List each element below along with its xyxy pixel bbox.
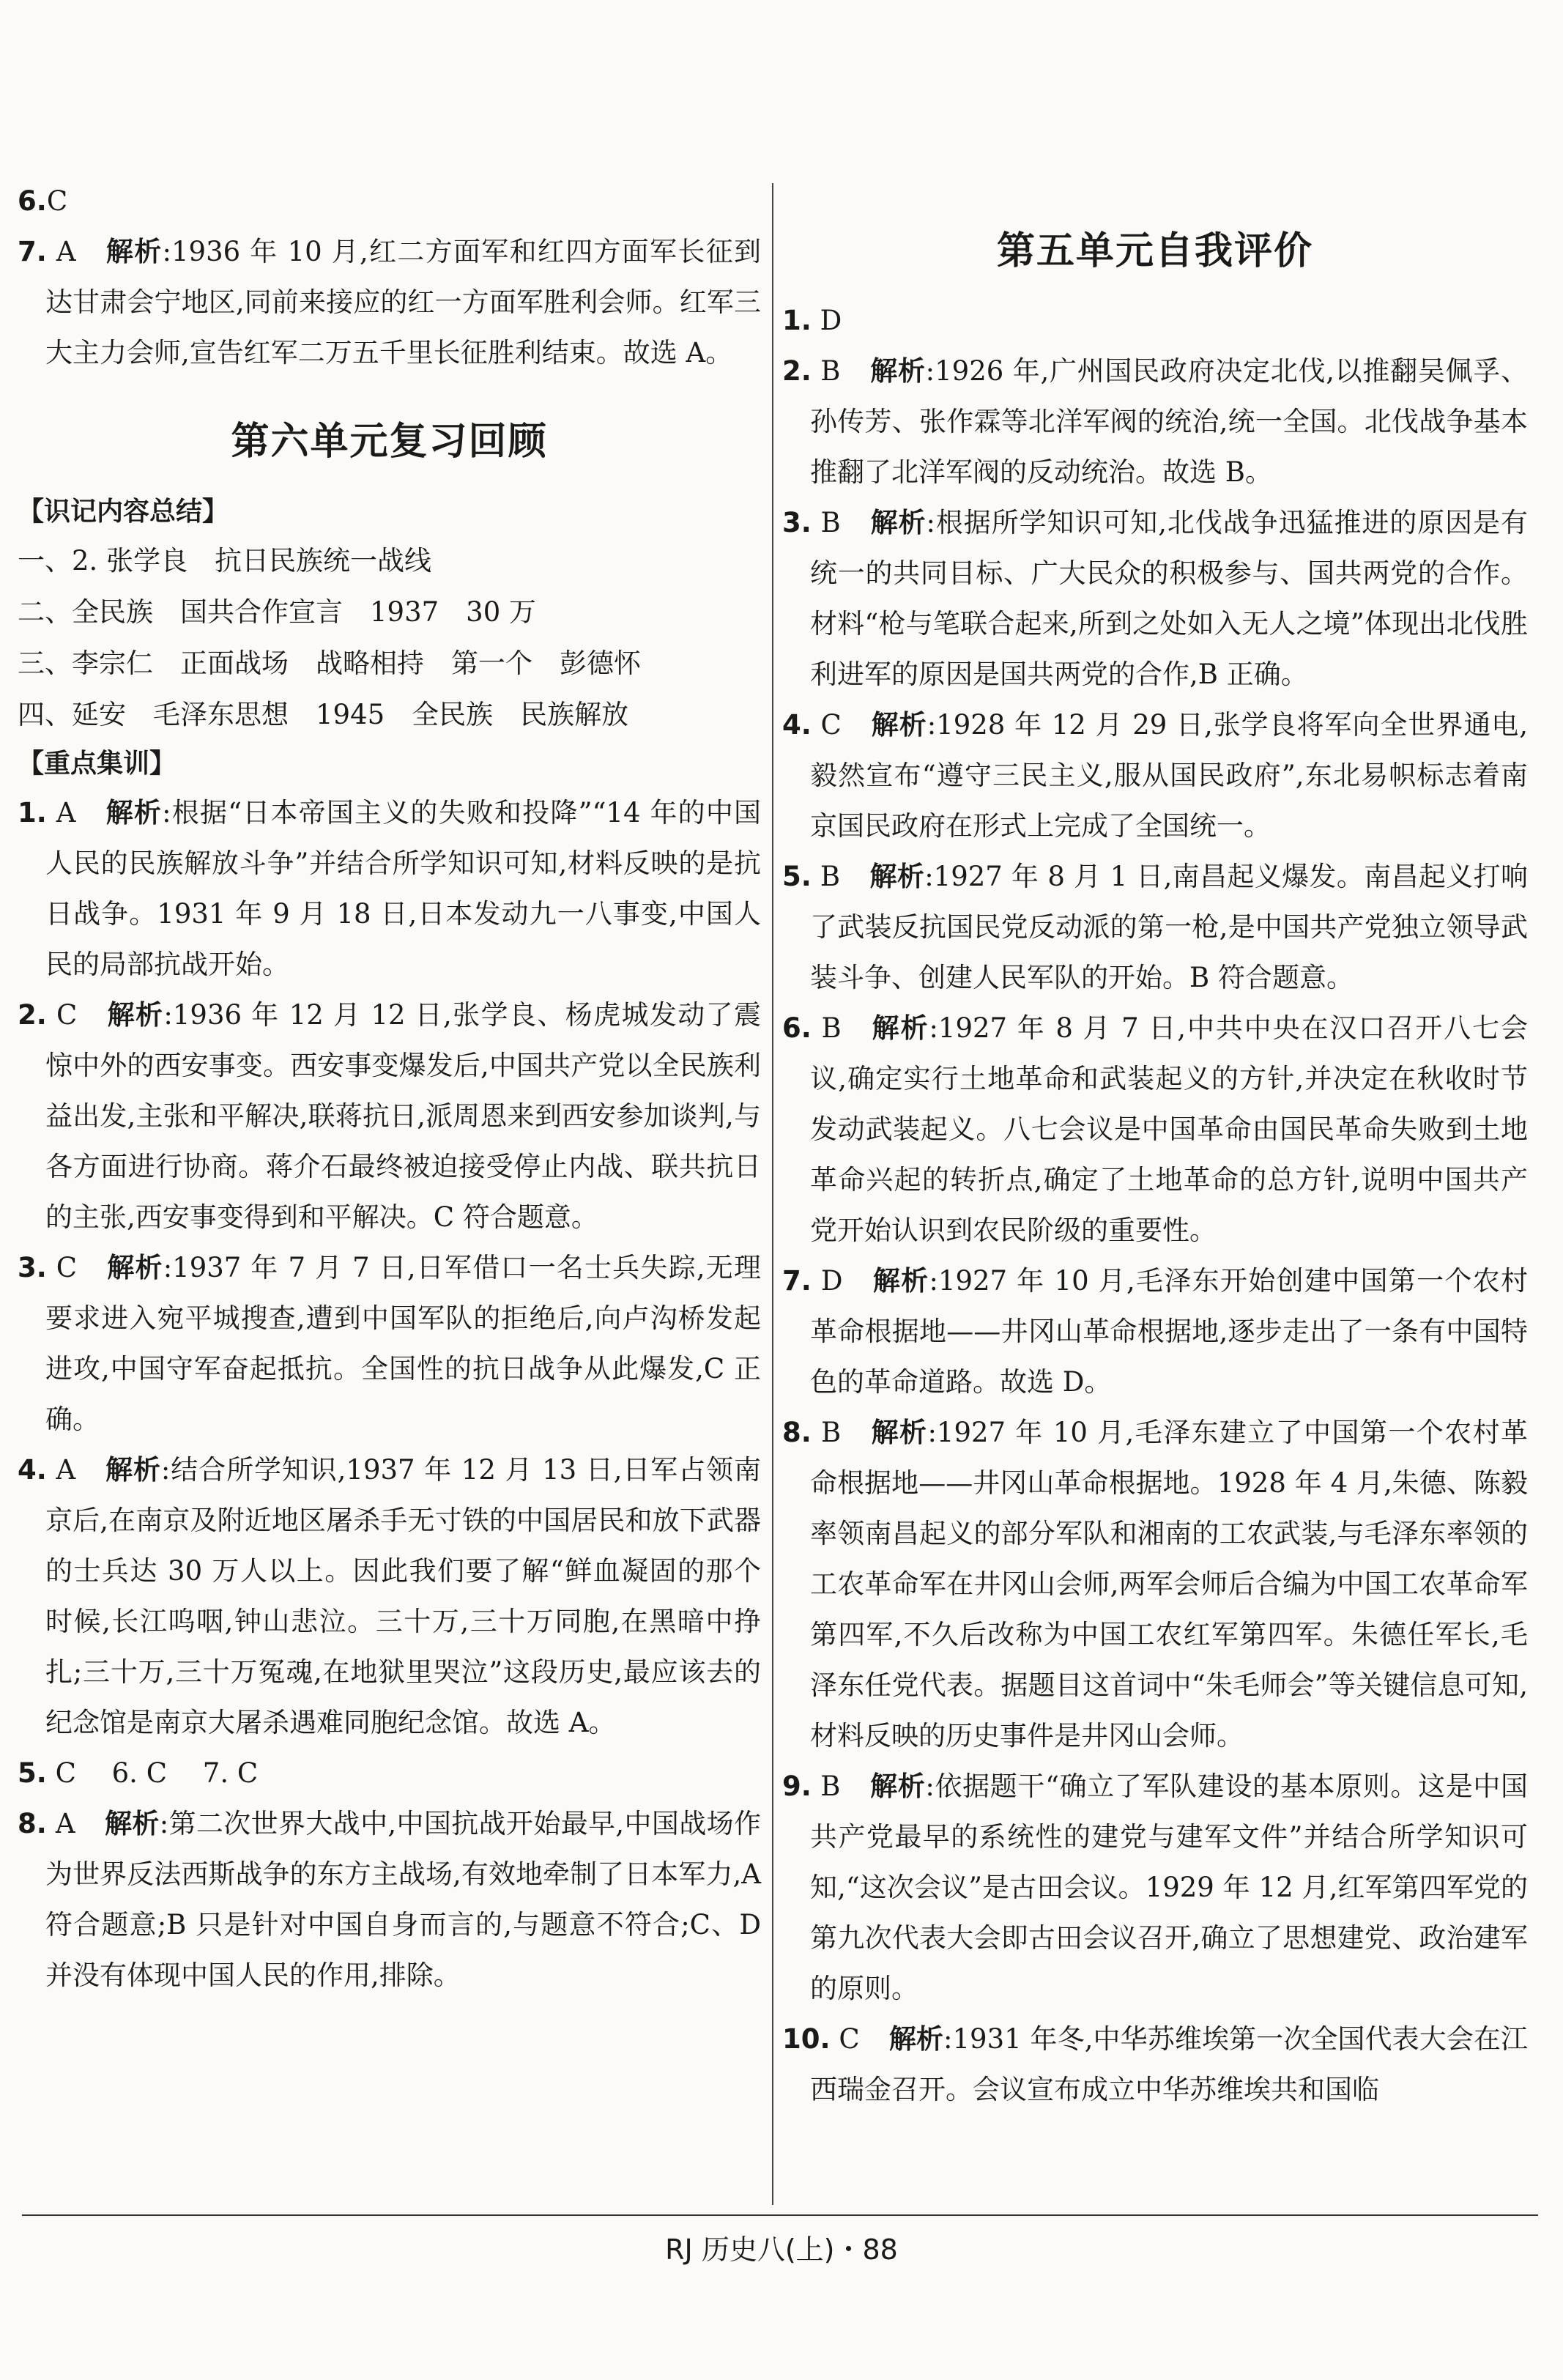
answer-item: 4. C 解析:1928 年 12 月 29 日,张学良将军向全世界通电,毅然宣布“遵守三民主义,服从国民政府”,东北易帜标志着南京国民政府在形式上完成了全国统一。 bbox=[782, 709, 1528, 842]
analysis-label: 解析 bbox=[105, 236, 163, 267]
answer-item: 4. A 解析:结合所学知识,1937 年 12 月 13 日,日军占领南京后,在南京及附近地区屠杀手无寸铁的中国居民和放下武器的士兵达 30 万人以上。因此我们要了解“鲜血凝固的那个时候,长江呜咽,钟山悲泣。三十万,三十万同胞,在黑暗中挣扎;三十万,三十万冤魂,在地狱里哭泣”这段历史,最应该去的纪念馆是南京大屠杀遇难同胞纪念馆。故选 A。 bbox=[18, 1454, 762, 1738]
answer-item bbox=[18, 176, 761, 226]
answer-choice: B bbox=[811, 1417, 842, 1448]
answer-item: 2. B 解析:1926 年,广州国民政府决定北伐,以推翻吴佩孚、孙传芳、张作霖等北洋军阀的统治,统一全国。北伐战争基本推翻了北洋军阀的反动统治。故选 B。 bbox=[782, 355, 1529, 488]
analysis-text: 1928 年 12 月 29 日,张学良将军向全世界通电,毅然宣布“遵守三民主义,服从国民政府”,东北易帜标志着南京国民政府在形式上完成了全国统一。 bbox=[810, 709, 1528, 842]
question-number: 5. bbox=[18, 1757, 47, 1789]
analysis-label: 解析 bbox=[104, 1808, 160, 1839]
right-answer-list bbox=[782, 295, 1528, 2115]
analysis-label: 解析 bbox=[105, 1454, 161, 1486]
question-number: 5. bbox=[782, 861, 812, 892]
analysis-text: 第二次世界大战中,中国抗战开始最早,中国战场作为世界反法西斯战争的东方主战场,有效地牵制了日本军力,A 符合题意;B 只是针对中国自身而言的,与题意不符合;C、D 并没有体现中国人民的作用,排除。 bbox=[45, 1808, 761, 1991]
analysis-label: 解析 bbox=[872, 1265, 929, 1297]
answer-choice: D bbox=[811, 1265, 843, 1297]
answer-item: 3. B 解析:根据所学知识可知,北伐战争迅猛推进的原因是有统一的共同目标、广大民众的积极参与、国共两党的合作。材料“枪与笔联合起来,所到之处如入无人之境”体现出北伐胜利进军的原因是国共两党的合作,B 正确。 bbox=[782, 507, 1529, 690]
analysis-text: 1937 年 7 月 7 日,日军借口一名士兵失踪,无理要求进入宛平城搜查,遭到中国军队的拒绝后,向卢沟桥发起进攻,中国守军奋起抵抗。全国性的抗日战争从此爆发,C 正确。 bbox=[45, 1252, 761, 1435]
analysis-label: 解析 bbox=[870, 1012, 929, 1044]
question-number: 2. bbox=[18, 999, 47, 1031]
question-number: 8. bbox=[18, 1808, 47, 1839]
answer-choice: A bbox=[46, 1808, 75, 1839]
answer-choice: C bbox=[46, 999, 78, 1031]
analysis-label: 解析 bbox=[869, 507, 927, 538]
left-top-answers bbox=[18, 176, 761, 378]
question-number: 4. bbox=[18, 1454, 47, 1486]
analysis-label: 解析 bbox=[869, 1771, 926, 1802]
question-number: 1. bbox=[782, 305, 812, 336]
analysis-text: 根据“日本帝国主义的失败和投降”“14 年的中国人民的民族解放斗争”并结合所学知识可知,材料反映的是抗日战争。1931 年 9 月 18 日,日本发动九一八事变,中国人民的局部抗战开始。 bbox=[45, 797, 762, 980]
analysis-text: 1927 年 10 月,毛泽东开始创建中国第一个农村革命根据地——井冈山革命根据地,逐步走出了一条有中国特色的革命道路。故选 D。 bbox=[810, 1265, 1528, 1398]
summary-line: 三、李宗仁 正面战场 战略相持 第一个 彭德怀 bbox=[18, 648, 641, 679]
analysis-label: 解析 bbox=[870, 1417, 928, 1448]
answer-item: 7. D 解析:1927 年 10 月,毛泽东开始创建中国第一个农村革命根据地——井冈山革命根据地,逐步走出了一条有中国特色的革命道路。故选 D。 bbox=[782, 1265, 1528, 1398]
left-column bbox=[18, 176, 761, 2001]
analysis-text: 1931 年冬,中华苏维埃第一次全国代表大会在江西瑞金召开。会议宣布成立中华苏维埃共和国临 bbox=[810, 2023, 1529, 2105]
question-number: 2. bbox=[782, 355, 812, 387]
answer-choice: B bbox=[811, 507, 841, 538]
summary-line: 二、全民族 国共合作宣言 1937 30 万 bbox=[18, 596, 537, 628]
right-column bbox=[782, 176, 1528, 2115]
analysis-text: 结合所学知识,1937 年 12 月 13 日,日军占领南京后,在南京及附近地区屠杀手无寸铁的中国居民和放下武器的士兵达 30 万人以上。因此我们要了解“鲜血凝固的那个时候,长江呜咽,钟山悲泣。三十万,三十万同胞,在黑暗中挣扎;三十万,三十万冤魂,在地狱里哭泣”这段历史,最应该去的纪念馆是南京大屠杀遇难同胞纪念馆。故选 A。 bbox=[45, 1454, 762, 1738]
question-number: 1. bbox=[18, 797, 47, 828]
question-number: 10. bbox=[782, 2023, 831, 2055]
answer-choice: C 6. C 7. C bbox=[46, 1757, 259, 1789]
analysis-label: 解析 bbox=[888, 2023, 944, 2055]
answer-item: 1. A 解析:根据“日本帝国主义的失败和投降”“14 年的中国人民的民族解放斗争”并结合所学知识可知,材料反映的是抗日战争。1931 年 9 月 18 日,日本发动九一八事变,中国人民的局部抗战开始。 bbox=[18, 797, 762, 980]
summary-line: 一、2. 张学良 抗日民族统一战线 bbox=[18, 545, 432, 577]
analysis-label: 解析 bbox=[105, 797, 163, 828]
footer-rule bbox=[22, 2214, 1538, 2216]
answer-item: 3. C 解析:1937 年 7 月 7 日,日军借口一名士兵失踪,无理要求进入宛平城搜查,遭到中国军队的拒绝后,向卢沟桥发起进攻,中国守军奋起抵抗。全国性的抗日战争从此爆发,C 正确。 bbox=[18, 1252, 761, 1435]
question-number: 3. bbox=[782, 507, 812, 538]
analysis-text: 1927 年 10 月,毛泽东建立了中国第一个农村革命根据地——井冈山革命根据地。1928 年 4 月,朱德、陈毅率领南昌起义的部分军队和湘南的工农武装,与毛泽东率领的工农革命军在井冈山会师,两军会师后合编为中国工农革命军第四军,不久后改称为中国工农红军第四军。朱德任军长,毛泽东任党代表。据题目这首词中“朱毛师会”等关键信息可知,材料反映的历史事件是井冈山会师。 bbox=[810, 1417, 1529, 1751]
analysis-text: 根据所学知识可知,北伐战争迅猛推进的原因是有统一的共同目标、广大民众的积极参与、国共两党的合作。材料“枪与笔联合起来,所到之处如入无人之境”体现出北伐胜利进军的原因是国共两党的合作,B 正确。 bbox=[810, 507, 1529, 690]
question-number: 6. bbox=[782, 1012, 812, 1044]
answer-choice: A bbox=[46, 797, 76, 828]
page-footer: RJ 历史八(上)・88 bbox=[665, 2233, 898, 2266]
analysis-label: 解析 bbox=[869, 355, 926, 387]
answer-item bbox=[18, 1748, 761, 1798]
answer-choice: B bbox=[811, 861, 841, 892]
summary-title: 【识记内容总结】 bbox=[18, 497, 229, 527]
question-number: 7. bbox=[18, 236, 47, 267]
question-number: 7. bbox=[782, 1265, 812, 1297]
training-title: 【重点集训】 bbox=[18, 749, 177, 779]
analysis-text: 1927 年 8 月 7 日,中共中央在汉口召开八七会议,确定实行土地革命和武装起义的方针,并决定在秋收时节发动武装起义。八七会议是中国革命由国民革命失败到土地革命兴起的转折点,确定了土地革命的总方针,说明中国共产党开始认识到农民阶级的重要性。 bbox=[810, 1012, 1529, 1246]
answer-choice: C bbox=[830, 2023, 860, 2055]
answer-choice: C bbox=[811, 709, 842, 741]
analysis-text: 1936 年 10 月,红二方面军和红四方面军长征到达甘肃会宁地区,同前来接应的红一方面军胜利会师。红军三大主力会师,宣告红军二万五千里长征胜利结束。故选 A。 bbox=[45, 236, 762, 368]
answer-choice: B bbox=[811, 1012, 842, 1044]
answer-choice: C bbox=[46, 1252, 78, 1283]
left-answer-list bbox=[18, 787, 761, 2001]
question-number: 3. bbox=[18, 1252, 47, 1283]
answer-item: 9. B 解析:依据题干“确立了军队建设的基本原则。这是中国共产党最早的系统性的建党与建军文件”并结合所学知识可知,“这次会议”是古田会议。1929 年 12 月,红军第四军党的第九次代表大会即古田会议召开,确立了思想建党、政治建军的原则。 bbox=[782, 1771, 1529, 2004]
summary-line: 四、延安 毛泽东思想 1945 全民族 民族解放 bbox=[18, 699, 629, 730]
answer-choice: A bbox=[46, 236, 76, 267]
analysis-label: 解析 bbox=[869, 861, 925, 892]
answer-item bbox=[782, 295, 1528, 346]
question-number: 8. bbox=[782, 1417, 812, 1448]
analysis-text: 1927 年 8 月 1 日,南昌起义爆发。南昌起义打响了武装反抗国民党反动派的第一枪,是中国共产党独立领导武装斗争、创建人民军队的开始。B 符合题意。 bbox=[810, 861, 1529, 993]
answer-item: 7. A 解析:1936 年 10 月,红二方面军和红四方面军长征到达甘肃会宁地区,同前来接应的红一方面军胜利会师。红军三大主力会师,宣告红军二万五千里长征胜利结束。故选 A。 bbox=[18, 236, 762, 368]
analysis-text: 1926 年,广州国民政府决定北伐,以推翻吴佩孚、孙传芳、张作霖等北洋军阀的统治,统一全国。北伐战争基本推翻了北洋军阀的反动统治。故选 B。 bbox=[810, 355, 1529, 488]
question-number: 9. bbox=[782, 1771, 812, 1802]
analysis-label: 解析 bbox=[106, 1252, 163, 1283]
analysis-label: 解析 bbox=[870, 709, 927, 741]
answer-item: 6. B 解析:1927 年 8 月 7 日,中共中央在汉口召开八七会议,确定实行土地革命和武装起义的方针,并决定在秋收时节发动武装起义。八七会议是中国革命由国民革命失败到土地革命兴起的转折点,确定了土地革命的总方针,说明中国共产党开始认识到农民阶级的重要性。 bbox=[782, 1012, 1529, 1246]
answer-item: 10. C 解析:1931 年冬,中华苏维埃第一次全国代表大会在江西瑞金召开。会议宣布成立中华苏维埃共和国临 bbox=[782, 2023, 1529, 2105]
answer-choice: D bbox=[811, 305, 842, 336]
answer-choice: A bbox=[46, 1454, 76, 1486]
answer-item: 8. A 解析:第二次世界大战中,中国抗战开始最早,中国战场作为世界反法西斯战争的东方主战场,有效地牵制了日本军力,A 符合题意;B 只是针对中国自身而言的,与题意不符合;C、D 并没有体现中国人民的作用,排除。 bbox=[18, 1808, 761, 1991]
analysis-text: 1936 年 12 月 12 日,张学良、杨虎城发动了震惊中外的西安事变。西安事变爆发后,中国共产党以全民族利益出发,主张和平解决,联蒋抗日,派周恩来到西安参加谈判,与各方面进行协商。蒋介石最终被迫接受停止内战、联共抗日的主张,西安事变得到和平解决。C 符合题意。 bbox=[45, 999, 761, 1233]
question-number: 6. bbox=[18, 185, 47, 217]
answer-choice: B bbox=[811, 355, 841, 387]
summary-lines bbox=[18, 535, 761, 741]
analysis-text: C bbox=[46, 185, 68, 217]
analysis-text: 依据题干“确立了军队建设的基本原则。这是中国共产党最早的系统性的建党与建军文件”并结合所学知识可知,“这次会议”是古田会议。1929 年 12 月,红军第四军党的第九次代表大会即古田会议召开,确立了思想建党、政治建军的原则。 bbox=[810, 1771, 1529, 2004]
answer-choice: B bbox=[811, 1771, 841, 1802]
analysis-label: 解析 bbox=[106, 999, 164, 1031]
answer-item: 8. B 解析:1927 年 10 月,毛泽东建立了中国第一个农村革命根据地——井冈山革命根据地。1928 年 4 月,朱德、陈毅率领南昌起义的部分军队和湘南的工农武装,与毛泽东率领的工农革命军在井冈山会师,两军会师后合编为中国工农革命军第四军,不久后改称为中国工农红军第四军。朱德任军长,毛泽东任党代表。据题目这首词中“朱毛师会”等关键信息可知,材料反映的历史事件是井冈山会师。 bbox=[782, 1417, 1529, 1751]
unit-six-heading: 第六单元复习回顾 bbox=[231, 420, 548, 464]
column-divider bbox=[772, 183, 773, 2205]
answer-item: 5. B 解析:1927 年 8 月 1 日,南昌起义爆发。南昌起义打响了武装反抗国民党反动派的第一枪,是中国共产党独立领导武装斗争、创建人民军队的开始。B 符合题意。 bbox=[782, 861, 1529, 993]
answer-item: 2. C 解析:1936 年 12 月 12 日,张学良、杨虎城发动了震惊中外的西安事变。西安事变爆发后,中国共产党以全民族利益出发,主张和平解决,联蒋抗日,派周恩来到西安参加谈判,与各方面进行协商。蒋介石最终被迫接受停止内战、联共抗日的主张,西安事变得到和平解决。C 符合题意。 bbox=[18, 999, 761, 1233]
unit-five-heading: 第五单元自我评价 bbox=[996, 229, 1313, 273]
question-number: 4. bbox=[782, 709, 812, 741]
